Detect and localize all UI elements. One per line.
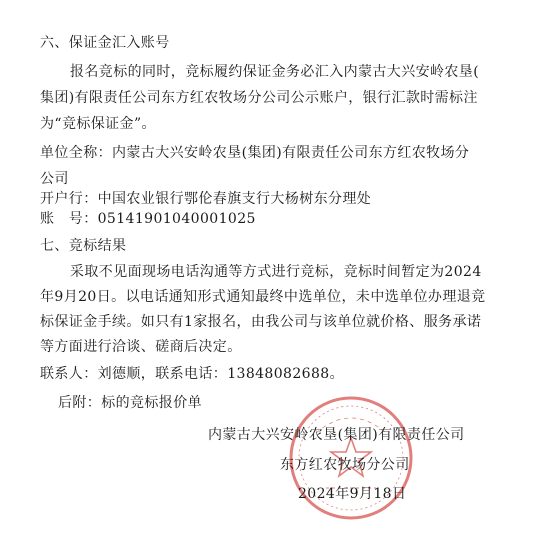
signature-organization-line-1: 内蒙古大兴安岭农垦(集团)有限责任公司 — [208, 427, 465, 443]
section-7-paragraph-line-1: 采取不见面现场电话沟通等方式进行竞标，竞标时间暂定为2024 — [70, 264, 482, 280]
section-6-heading: 六、保证金汇入账号 — [40, 35, 170, 51]
signature-organization-line-2: 东方红农牧场分公司 — [280, 457, 410, 473]
account-number: 账 号：05141901040001025 — [40, 211, 256, 227]
section-7-paragraph-line-2: 年9月20日。以电话通知形式通知最终中选单位，未中选单位办理退竞 — [40, 289, 486, 305]
section-6-paragraph-line-1: 报名竞标的同时，竞标履约保证金务必汇入内蒙古大兴安岭农垦( — [70, 64, 480, 80]
section-7-paragraph-line-4: 等方面进行洽谈、磋商后决定。 — [40, 339, 242, 355]
unit-full-name-line-1: 单位全称：内蒙古大兴安岭农垦(集团)有限责任公司东方红农牧场分 — [40, 145, 470, 161]
section-6-paragraph-line-2: 集团)有限责任公司东方红农牧场分公司公示账户，银行汇款时需标注 — [40, 90, 478, 106]
contact-info: 联系人：刘德顺，联系电话：13848082688。 — [40, 366, 344, 382]
section-7-paragraph-line-3: 标保证金手续。如只有1家报名，由我公司与该单位就价格、服务承诺 — [40, 314, 482, 330]
bank-name: 开户行：中国农业银行鄂伦春旗支行大杨树东分理处 — [40, 191, 372, 207]
signature-date: 2024年9月18日 — [298, 486, 407, 502]
section-6-paragraph-line-3: 为“竞标保证金”。 — [40, 116, 156, 132]
unit-full-name-line-2: 公司 — [40, 171, 69, 187]
section-7-heading: 七、竞标结果 — [40, 238, 127, 254]
attachment-note: 后附：标的竞标报价单 — [58, 395, 202, 411]
